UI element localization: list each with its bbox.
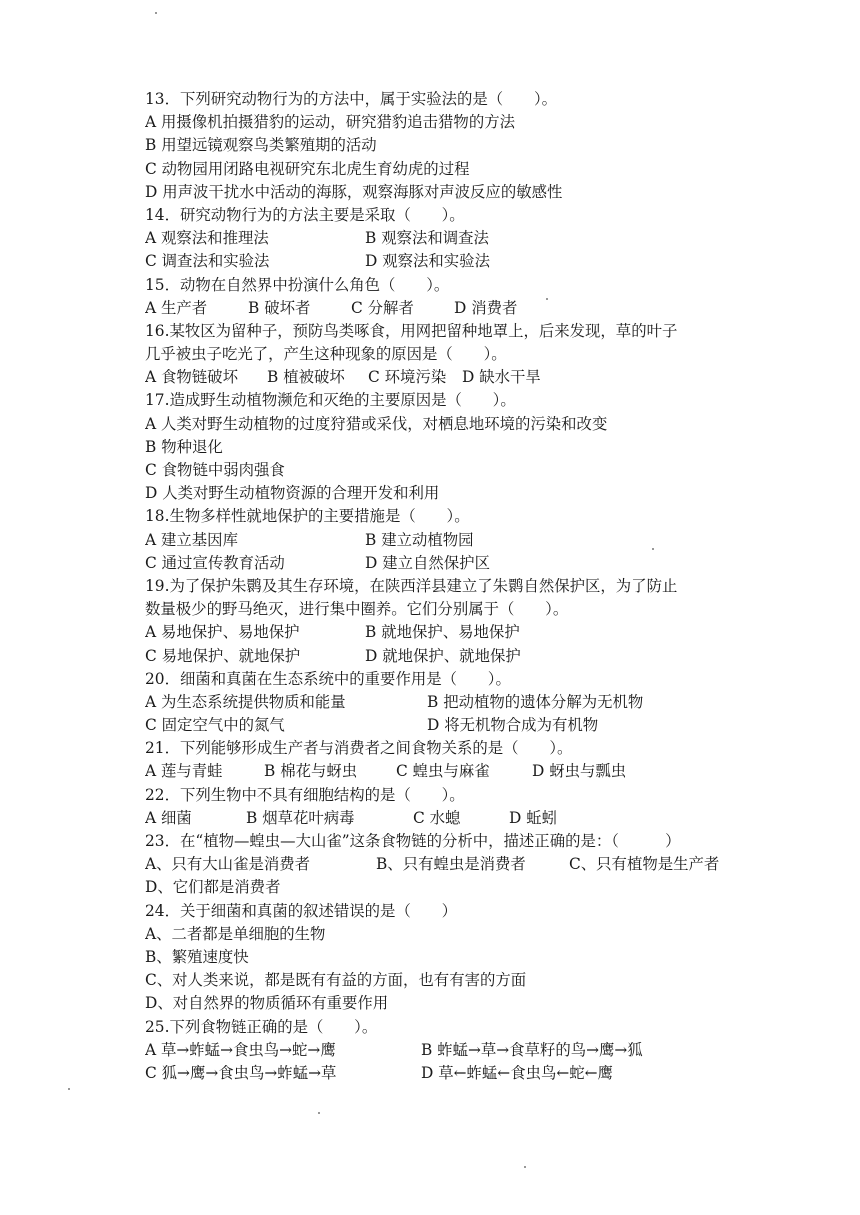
option-row — [145, 923, 735, 946]
option-d: D 蚜虫与瓢虫 — [532, 762, 627, 781]
option-row — [145, 876, 735, 899]
option-row — [145, 714, 735, 737]
question — [145, 737, 735, 783]
question-stem: 14．研究动物行为的方法主要是采取（ ）。 — [145, 205, 465, 224]
scan-speck — [524, 1166, 526, 1168]
option-row — [145, 1039, 735, 1062]
option-c: C 蝗虫与麻雀 — [396, 762, 490, 781]
option-a: A、二者都是单细胞的生物 — [145, 924, 326, 943]
option-b: B 就地保护、易地保护 — [365, 623, 520, 642]
option-row — [145, 482, 735, 505]
option-c: C 易地保护、就地保护 — [145, 646, 301, 665]
option-c: C、只有植物是生产者 — [569, 855, 720, 874]
option-row — [145, 227, 735, 250]
question — [145, 88, 735, 204]
option-b: B 建立动植物园 — [365, 530, 474, 549]
question — [145, 830, 735, 900]
option-row — [145, 946, 735, 969]
option-d: D 消费者 — [454, 298, 518, 317]
option-d: D 蚯蚓 — [509, 808, 558, 827]
question — [145, 389, 735, 505]
option-a: A 草→蚱蜢→食虫鸟→蛇→鹰 — [145, 1040, 336, 1059]
option-row — [145, 807, 735, 830]
option-a: A 用摄像机拍摄猎豹的运动，研究猎豹追击猎物的方法 — [145, 113, 515, 132]
option-d: D 建立自然保护区 — [365, 553, 490, 572]
question — [145, 505, 735, 575]
option-row — [145, 436, 735, 459]
option-d: D 缺水干旱 — [462, 368, 541, 387]
option-a: A 为生态系统提供物质和能量 — [145, 692, 346, 711]
question-stem: 24．关于细菌和真菌的叙述错误的是（ ） — [145, 901, 458, 920]
question — [145, 1016, 735, 1086]
option-row — [145, 181, 735, 204]
option-row — [145, 366, 735, 389]
option-d: D、它们都是消费者 — [145, 878, 281, 897]
question — [145, 575, 735, 668]
scan-speck — [318, 1112, 320, 1114]
option-row — [145, 621, 735, 644]
option-row — [145, 1062, 735, 1085]
option-a: A 建立基因库 — [145, 530, 238, 549]
question-stem: 18.生物多样性就地保护的主要措施是（ ）。 — [145, 507, 470, 526]
option-row — [145, 158, 735, 181]
option-row — [145, 250, 735, 273]
question-stem: 22．下列生物中不具有细胞结构的是（ ）。 — [145, 785, 465, 804]
question — [145, 900, 735, 1016]
option-row — [145, 760, 735, 783]
scan-speck — [546, 298, 548, 300]
option-b: B 破坏者 — [248, 298, 311, 317]
option-c: C 固定空气中的氮气 — [145, 716, 285, 735]
option-c: C 动物园用闭路电视研究东北虎生育幼虎的过程 — [145, 159, 470, 178]
question-stem: 21．下列能够形成生产者与消费者之间食物关系的是（ ）。 — [145, 739, 573, 758]
option-a: A 生产者 — [145, 298, 208, 317]
option-row — [145, 969, 735, 992]
option-row — [145, 853, 735, 876]
question — [145, 784, 735, 830]
option-c: C 通过宣传教育活动 — [145, 553, 285, 572]
option-row — [145, 691, 735, 714]
option-d: D 用声波干扰水中活动的海豚，观察海豚对声波反应的敏感性 — [145, 182, 563, 201]
option-d: D 草←蚱蜢←食虫鸟←蛇←鹰 — [421, 1063, 613, 1082]
option-d: D 就地保护、就地保护 — [365, 646, 521, 665]
question — [145, 668, 735, 738]
option-c: C 水螅 — [413, 808, 461, 827]
option-row — [145, 529, 735, 552]
question-stem: 20．细菌和真菌在生态系统中的重要作用是（ ）。 — [145, 669, 511, 688]
option-a: A 观察法和推理法 — [145, 229, 269, 248]
question — [145, 274, 735, 320]
option-d: D 将无机物合成为有机物 — [427, 716, 599, 735]
question-stem: 13．下列研究动物行为的方法中，属于实验法的是（ ）。 — [145, 90, 558, 108]
option-row — [145, 297, 735, 320]
option-b: B 把动植物的遗体分解为无机物 — [427, 692, 644, 711]
option-b: B 植被破坏 — [267, 368, 345, 387]
question — [145, 204, 735, 274]
option-a: A 人类对野生动植物的过度狩猎或采伐，对栖息地环境的污染和改变 — [145, 414, 608, 433]
option-d: D 观察法和实验法 — [365, 252, 490, 271]
option-row — [145, 552, 735, 575]
scan-speck — [652, 548, 654, 550]
option-c: C、对人类来说，都是既有有益的方面，也有有害的方面 — [145, 971, 527, 990]
option-a: A 莲与青蛙 — [145, 762, 223, 781]
option-row — [145, 645, 735, 668]
question-stem: 几乎被虫子吃光了，产生这种现象的原因是（ ）。 — [145, 345, 507, 364]
option-b: B、只有蝗虫是消费者 — [376, 855, 526, 874]
option-b: B 烟草花叶病毒 — [246, 808, 355, 827]
question-list — [145, 88, 735, 1085]
question — [145, 320, 735, 390]
question-stem: 数量极少的野马绝灭，进行集中圈养。它们分别属于（ ）。 — [145, 600, 569, 619]
option-b: B 棉花与蚜虫 — [264, 762, 358, 781]
option-b: B 物种退化 — [145, 437, 223, 456]
option-b: B、繁殖速度快 — [145, 947, 249, 966]
option-row — [145, 459, 735, 482]
option-b: B 用望远镜观察鸟类繁殖期的活动 — [145, 136, 377, 155]
option-c: C 狐→鹰→食虫鸟→蚱蜢→草 — [145, 1063, 337, 1082]
option-a: A 易地保护、易地保护 — [145, 623, 300, 642]
option-d: D 人类对野生动植物资源的合理开发和利用 — [145, 484, 440, 503]
option-d: D、对自然界的物质循环有重要作用 — [145, 994, 389, 1013]
option-c: C 调查法和实验法 — [145, 252, 270, 271]
option-row — [145, 134, 735, 157]
scan-speck — [68, 1088, 70, 1090]
question-stem: 16.某牧区为留种子，预防鸟类啄食，用网把留种地罩上，后来发现，草的叶子 — [145, 321, 678, 340]
option-row — [145, 992, 735, 1015]
option-c: C 食物链中弱肉强食 — [145, 461, 285, 479]
option-a: A 食物链破坏 — [145, 368, 238, 387]
scan-speck — [155, 12, 157, 14]
question-stem: 23．在“植物—蝗虫—大山雀”这条食物链的分析中，描述正确的是：（ ） — [145, 832, 681, 850]
question-stem: 15．动物在自然界中扮演什么角色（ ）。 — [145, 275, 450, 294]
option-a: A、只有大山雀是消费者 — [145, 855, 311, 874]
option-c: C 环境污染 — [368, 368, 447, 387]
question-stem: 25.下列食物链正确的是（ ）。 — [145, 1017, 378, 1036]
question-stem: 19.为了保护朱鹮及其生存环境，在陕西洋县建立了朱鹮自然保护区，为了防止 — [145, 576, 678, 595]
option-row — [145, 413, 735, 436]
option-row — [145, 111, 735, 134]
option-b: B 蚱蜢→草→食草籽的鸟→鹰→狐 — [421, 1040, 643, 1059]
option-c: C 分解者 — [351, 298, 414, 317]
option-b: B 观察法和调查法 — [365, 229, 489, 248]
question-stem: 17.造成野生动植物濒危和灭绝的主要原因是（ ）。 — [145, 391, 516, 410]
option-a: A 细菌 — [145, 808, 192, 827]
